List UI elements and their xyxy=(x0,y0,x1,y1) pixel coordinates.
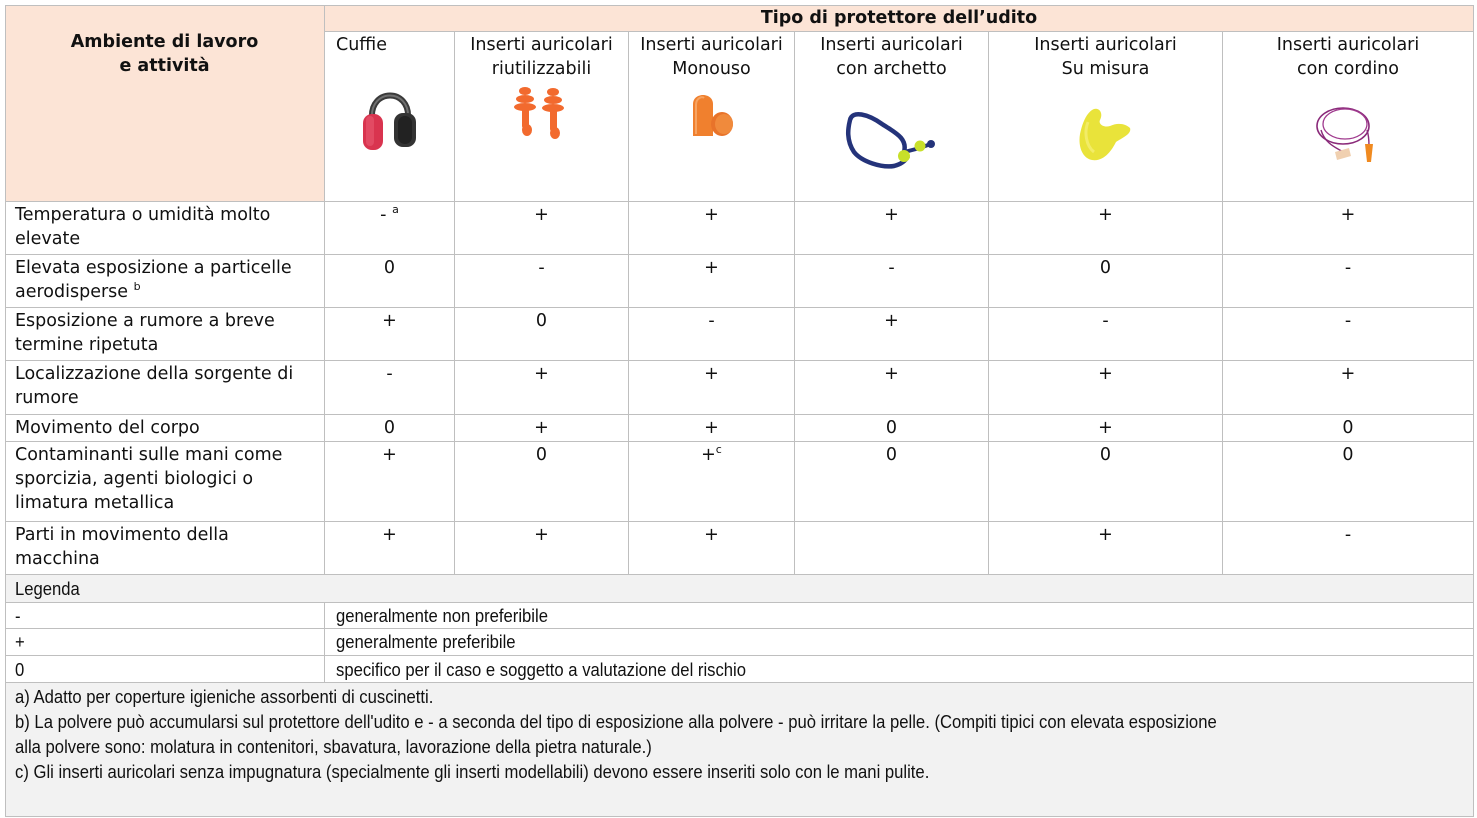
row-label: Movimento del corpo xyxy=(15,418,200,438)
row-label: Elevata esposizione a particelle aerodisperse xyxy=(15,258,292,302)
footnote-b-continued: alla polvere sono: molatura in contenitori, sbavatura, lavorazione della pietra naturale.) xyxy=(15,736,652,757)
rating-value: + xyxy=(1098,364,1113,384)
legend-meaning: generalmente preferibile xyxy=(336,631,516,652)
footnote-b: b) La polvere può accumularsi sul protettore dell'udito e - a seconda del tipo di esposizione alla polvere - può irritare la pelle. (Compiti tipici con elevata esposizione xyxy=(15,711,1217,732)
rating-value: 0 xyxy=(1099,258,1112,278)
legend-symbol: + xyxy=(15,631,25,652)
rating-value: + xyxy=(704,525,719,545)
rating-value: - xyxy=(1344,311,1352,331)
row-label-cell xyxy=(5,415,325,442)
rating-value: - xyxy=(386,364,393,384)
rating-cell xyxy=(795,255,989,308)
rating-cell xyxy=(629,361,795,415)
rating-value: - xyxy=(708,311,715,331)
rating-cell xyxy=(795,415,989,442)
rating-cell xyxy=(325,415,455,442)
row-label-cell xyxy=(5,522,325,575)
rating-value: + xyxy=(704,418,719,438)
rating-cell xyxy=(1223,522,1474,575)
rating-value: + xyxy=(704,205,719,225)
rating-value: - xyxy=(1102,311,1109,331)
column-header-riutilizzabili xyxy=(455,32,629,202)
column-header-cuffie xyxy=(325,32,455,202)
legend-meaning: specifico per il caso e soggetto a valutazione del rischio xyxy=(336,659,747,680)
custom-molded-earplug-icon xyxy=(1074,102,1138,166)
rating-cell xyxy=(325,442,455,522)
rating-cell xyxy=(629,308,795,361)
footnote-marker: a xyxy=(392,203,399,217)
legend-symbol: - xyxy=(15,605,21,626)
legend-meaning-cell xyxy=(325,629,1474,656)
rating-cell xyxy=(455,308,629,361)
rating-value: + xyxy=(382,525,397,545)
column-header-label: Inserti auricolari Su misura xyxy=(1034,35,1177,79)
rating-value: 0 xyxy=(535,311,548,331)
rating-cell xyxy=(629,442,795,522)
legend-title-cell xyxy=(5,575,1474,603)
rating-cell xyxy=(1223,255,1474,308)
rating-value: - xyxy=(888,258,895,278)
rating-cell xyxy=(1223,442,1474,522)
rating-value: 0 xyxy=(1342,418,1354,438)
row-label-cell xyxy=(5,361,325,415)
rating-cell xyxy=(989,522,1223,575)
rating-value: 0 xyxy=(535,445,548,465)
rating-value: + xyxy=(1340,364,1356,384)
legend-symbol-cell xyxy=(5,629,325,656)
rating-cell xyxy=(325,361,455,415)
column-header-label: Inserti auricolari con cordino xyxy=(1276,35,1420,79)
rating-value: 0 xyxy=(383,258,396,278)
rating-value: 0 xyxy=(1342,445,1354,465)
rating-value: + xyxy=(534,205,549,225)
row-label: Contaminanti sulle mani come sporcizia, agenti biologici o limatura metallica xyxy=(15,445,283,513)
rating-cell xyxy=(455,255,629,308)
earmuffs-icon xyxy=(358,80,422,156)
footnote-marker: c xyxy=(715,443,722,457)
column-header-label: Cuffie xyxy=(336,35,387,55)
rating-cell xyxy=(1223,202,1474,255)
column-header-archetto xyxy=(795,32,989,202)
footnotes-cell xyxy=(5,683,1474,817)
rating-cell xyxy=(1223,415,1474,442)
rating-cell xyxy=(629,255,795,308)
rating-cell xyxy=(795,202,989,255)
rating-cell xyxy=(795,522,989,575)
rating-cell xyxy=(325,255,455,308)
rating-value: + xyxy=(884,205,899,225)
row-header-cell xyxy=(5,5,325,202)
row-label-cell xyxy=(5,308,325,361)
rating-cell xyxy=(455,202,629,255)
column-header-monouso xyxy=(629,32,795,202)
column-header-cordino xyxy=(1223,32,1474,202)
hearing-protector-table xyxy=(5,5,1474,817)
rating-cell xyxy=(795,442,989,522)
rating-cell xyxy=(989,255,1223,308)
rating-value: 0 xyxy=(1099,445,1112,465)
row-label: Esposizione a rumore a breve termine ripetuta xyxy=(15,311,275,355)
rating-cell xyxy=(629,415,795,442)
rating-value: + xyxy=(534,418,549,438)
row-label-cell xyxy=(5,202,325,255)
footnote-c: c) Gli inserti auricolari senza impugnatura (specialmente gli inserti modellabili) devono essere inseriti solo con le mani pulite. xyxy=(15,761,930,782)
row-label: Localizzazione della sorgente di rumore xyxy=(15,364,294,408)
rating-cell xyxy=(989,202,1223,255)
corded-earplugs-icon xyxy=(1313,104,1383,166)
column-header-su-misura xyxy=(989,32,1223,202)
rating-value: - xyxy=(380,205,387,225)
rating-value: - xyxy=(1344,525,1352,545)
rating-value: 0 xyxy=(383,418,396,438)
rating-cell xyxy=(795,361,989,415)
rating-value: + xyxy=(1098,525,1113,545)
column-header-label: Inserti auricolari con archetto xyxy=(820,35,963,79)
rating-value: + xyxy=(534,364,549,384)
rating-value: + xyxy=(1340,205,1356,225)
rating-value: - xyxy=(538,258,545,278)
column-header-label: Inserti auricolari riutilizzabili xyxy=(470,35,613,79)
legend-meaning-cell xyxy=(325,656,1474,683)
rating-cell xyxy=(795,308,989,361)
legend-meaning-cell xyxy=(325,603,1474,629)
rating-cell xyxy=(455,361,629,415)
rating-value: + xyxy=(884,311,899,331)
rating-value: + xyxy=(704,258,719,278)
rating-value: 0 xyxy=(885,445,898,465)
footnote-marker: b xyxy=(133,280,141,294)
group-header-cell xyxy=(325,5,1474,32)
rating-value: + xyxy=(534,525,549,545)
rating-cell xyxy=(989,308,1223,361)
rating-cell xyxy=(629,202,795,255)
row-label: Parti in movimento della macchina xyxy=(15,525,229,569)
legend-symbol: 0 xyxy=(15,659,25,680)
reusable-earplugs-icon xyxy=(509,85,575,143)
rating-value: - xyxy=(1344,258,1352,278)
rating-value: + xyxy=(884,364,899,384)
rating-cell xyxy=(455,442,629,522)
rating-value: + xyxy=(1098,205,1113,225)
footnote-a: a) Adatto per coperture igieniche assorbenti di cuscinetti. xyxy=(15,686,434,707)
column-header-label: Inserti auricolari Monouso xyxy=(640,35,783,79)
rating-cell xyxy=(989,442,1223,522)
group-header-label: Tipo di protettore dell’udito xyxy=(760,8,1038,28)
row-label-cell xyxy=(5,255,325,308)
legend-symbol-cell xyxy=(5,656,325,683)
legend-meaning: generalmente non preferibile xyxy=(336,605,548,626)
rating-value: + xyxy=(704,364,719,384)
legend-symbol-cell xyxy=(5,603,325,629)
rating-value: 0 xyxy=(885,418,898,438)
rating-value: + xyxy=(701,445,716,465)
rating-value: + xyxy=(382,445,397,465)
rating-cell xyxy=(989,361,1223,415)
rating-cell xyxy=(989,415,1223,442)
row-label-cell xyxy=(5,442,325,522)
disposable-foam-earplugs-icon xyxy=(688,90,736,140)
banded-earplugs-icon xyxy=(842,104,942,176)
rating-cell xyxy=(1223,361,1474,415)
row-label: Temperatura o umidità molto elevate xyxy=(15,205,271,249)
rating-cell xyxy=(455,415,629,442)
row-header-label: Ambiente di lavoro e attività xyxy=(70,32,259,76)
rating-cell xyxy=(325,308,455,361)
rating-cell xyxy=(629,522,795,575)
rating-cell xyxy=(325,202,455,255)
rating-cell xyxy=(455,522,629,575)
rating-cell xyxy=(1223,308,1474,361)
legend-title: Legenda xyxy=(15,578,80,599)
rating-value: + xyxy=(382,311,397,331)
rating-cell xyxy=(325,522,455,575)
rating-value: + xyxy=(1098,418,1113,438)
